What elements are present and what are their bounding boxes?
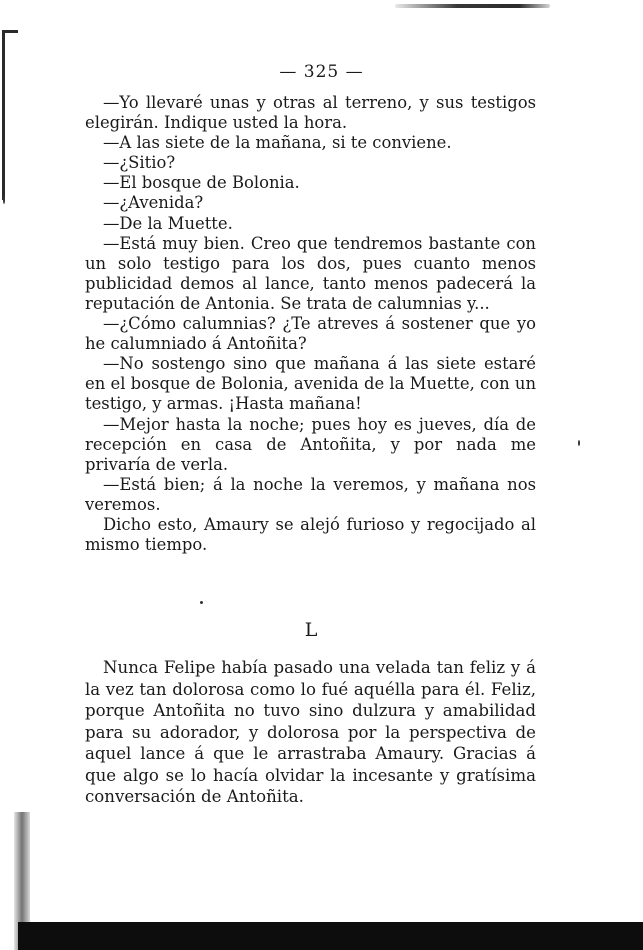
paragraph: Dicho esto, Amaury se alejó furioso y regocijado al mismo tiempo. xyxy=(85,514,536,555)
paragraph: —Está muy bien. Creo que tendremos bastante con un solo testigo para los dos, pues cuanto menos publicidad demos al lance, tanto menos padecerá la reputación de Antonia. Se trata de calumnias y... xyxy=(85,233,536,313)
dialogue-block xyxy=(85,93,536,555)
scan-edge-top xyxy=(395,4,550,8)
scan-edge-left-tick xyxy=(2,30,18,33)
closing-block xyxy=(85,657,536,808)
paragraph: —El bosque de Bolonia. xyxy=(103,173,300,193)
paragraph: —¿Cómo calumnias? ¿Te atreves á sostener que yo he calumniado á Antoñita? xyxy=(85,314,536,354)
paragraph: —¿Sitio? xyxy=(103,153,176,173)
scan-edge-bottom xyxy=(18,922,643,950)
paragraph: —De la Muette. xyxy=(103,213,233,233)
scan-edge-left xyxy=(2,30,5,200)
paragraph: Nunca Felipe había pasado una velada tan feliz y á la vez tan dolorosa como lo fué aquélla para él. Feliz, porque Antoñita no tuvo sino dulzura y amabilidad para su adorador, y dolorosa por la perspectiva de aquel lance á que le arrastraba Amaury. Gracias á que algo se lo hacía olvidar la incesante y gratísima conversación de Antoñita. xyxy=(85,658,536,806)
paragraph: —A las siete de la mañana, si te conviene. xyxy=(103,133,452,153)
paragraph: —Yo llevaré unas y otras al terreno, y sus testigos elegirán. Indique usted la hora. xyxy=(85,93,536,133)
ink-speck xyxy=(200,601,203,604)
paragraph: —Mejor hasta la noche; pues hoy es jueves, día de recepción en casa de Antoñita, y por nada me privaría de verla. xyxy=(85,414,536,474)
paragraph: —Está bien; á la noche la veremos, y mañana nos veremos. xyxy=(85,474,536,514)
paragraph: —No sostengo sino que mañana á las siete estaré en el bosque de Bolonia, avenida de la Muette, con un testigo, y armas. ¡Hasta mañana! xyxy=(85,354,536,414)
ink-speck xyxy=(3,196,5,204)
chapter-heading: L xyxy=(304,619,319,641)
paragraph: —¿Avenida? xyxy=(103,193,204,213)
page-number: — 325 — xyxy=(279,62,364,82)
ink-speck xyxy=(578,440,580,446)
